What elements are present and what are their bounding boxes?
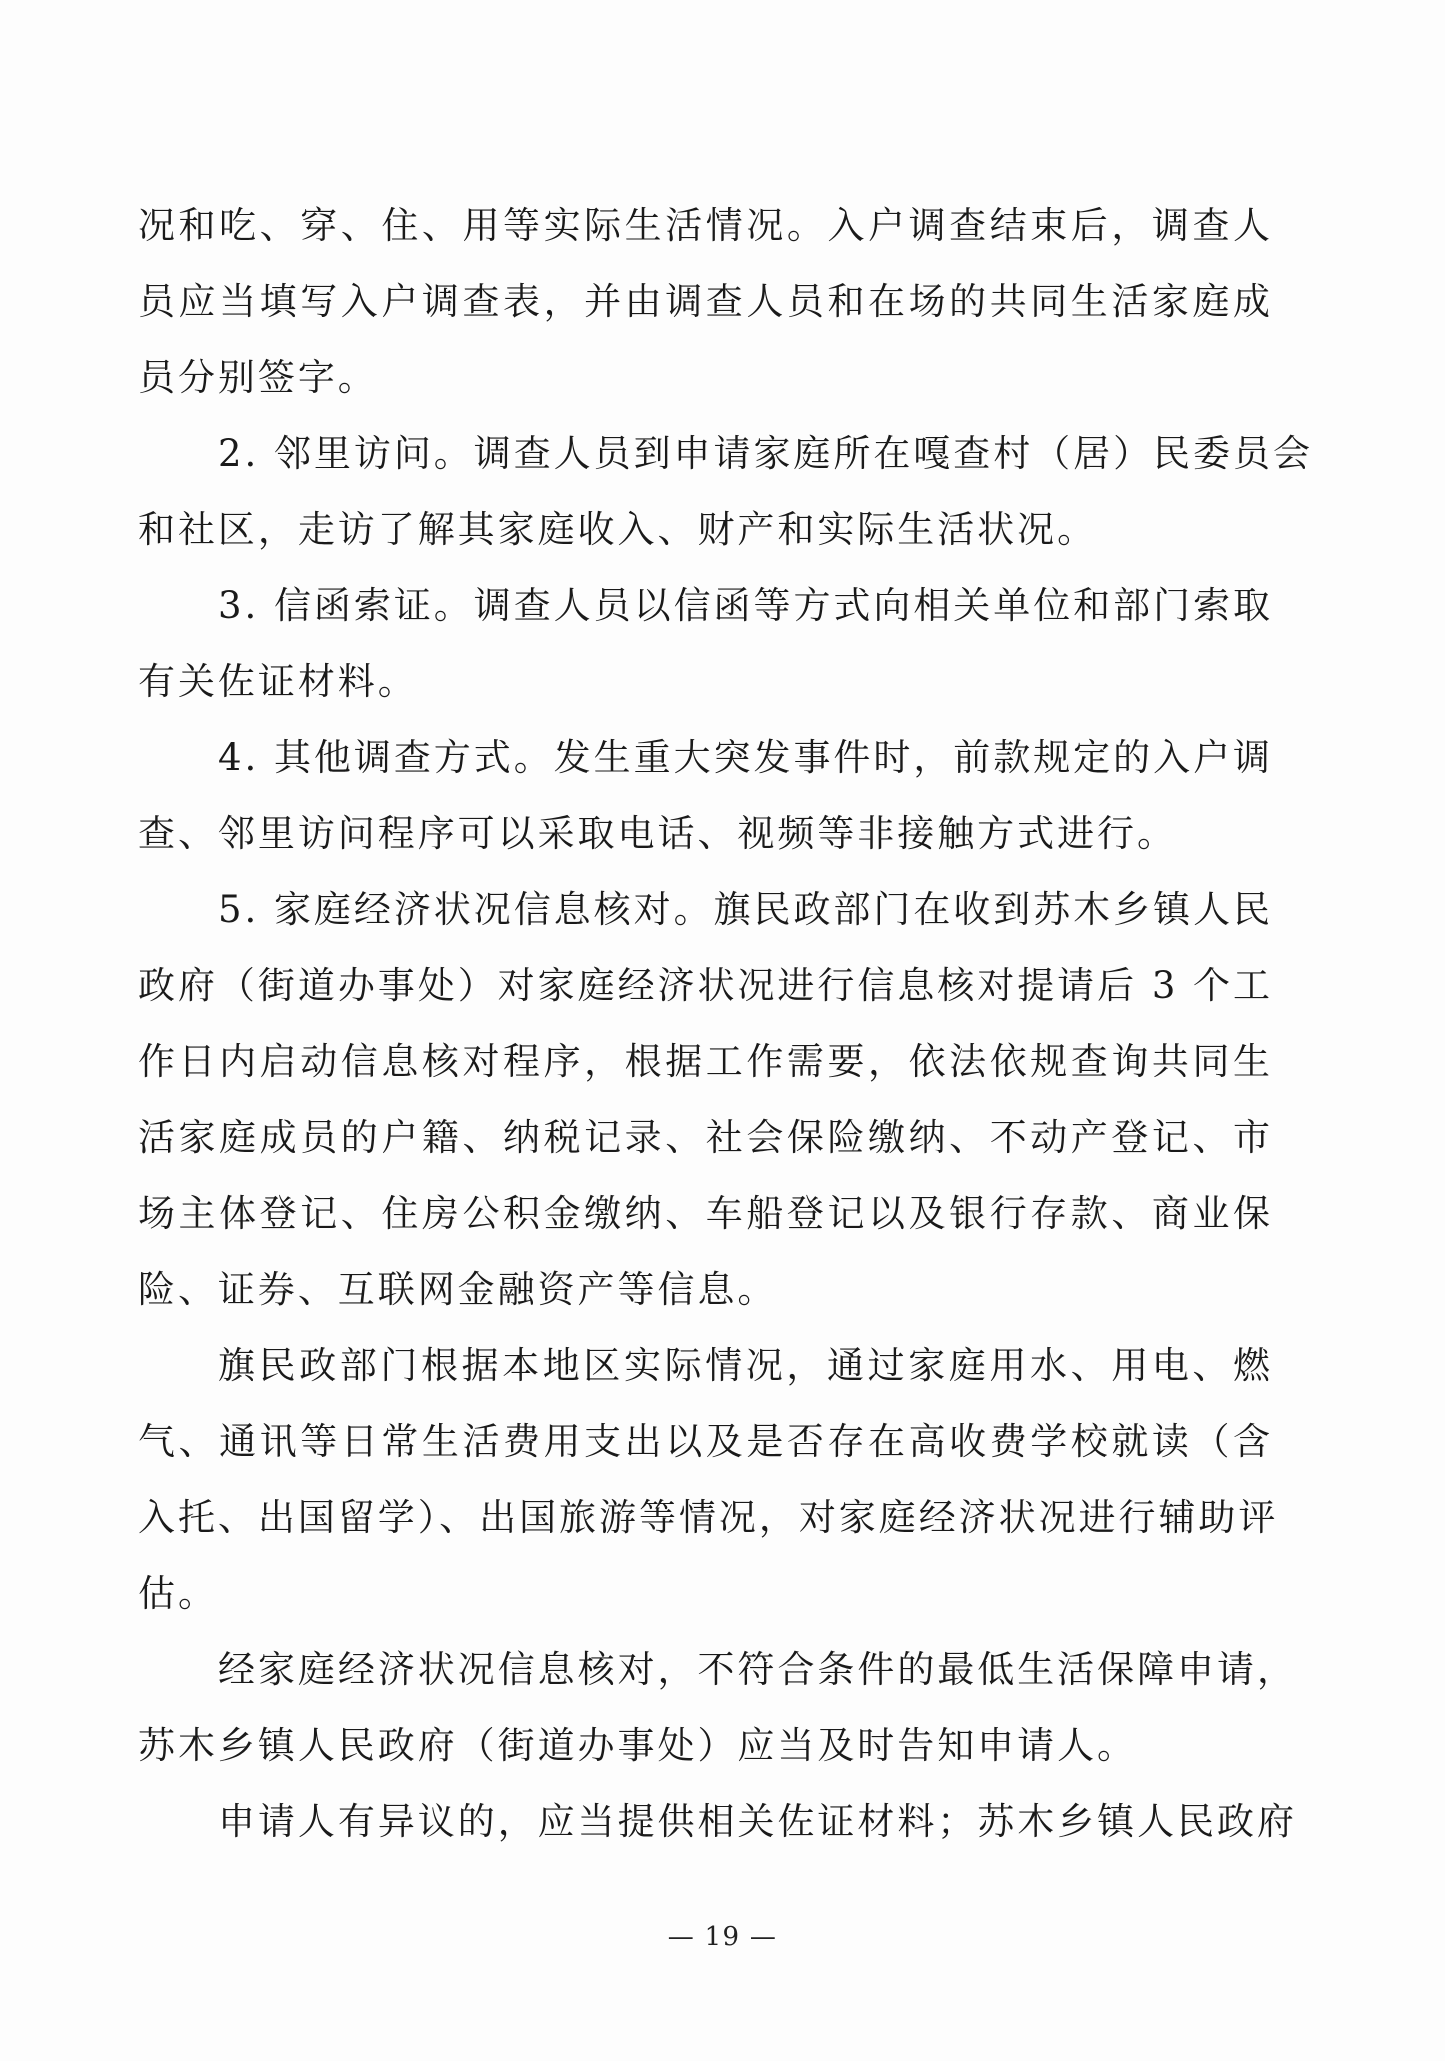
text-line-item-2: 2. 邻里访问。调查人员到申请家庭所在嘎查村（居）民委员会 — [218, 432, 1313, 475]
text-line: 活家庭成员的户籍、纳税记录、社会保险缴纳、不动产登记、市 — [138, 1116, 1273, 1159]
text-line-paragraph: 旗民政部门根据本地区实际情况，通过家庭用水、用电、燃 — [218, 1344, 1273, 1387]
text-line: 苏木乡镇人民政府（街道办事处）应当及时告知申请人。 — [138, 1724, 1137, 1767]
text-line-paragraph: 经家庭经济状况信息核对，不符合条件的最低生活保障申请， — [218, 1648, 1297, 1691]
text-line: 员应当填写入户调查表，并由调查人员和在场的共同生活家庭成 — [138, 280, 1273, 323]
text-line-paragraph: 申请人有异议的，应当提供相关佐证材料；苏木乡镇人民政府 — [218, 1800, 1297, 1843]
text-line: 险、证券、互联网金融资产等信息。 — [138, 1268, 778, 1311]
text-line: 作日内启动信息核对程序，根据工作需要，依法依规查询共同生 — [138, 1040, 1273, 1083]
text-line: 估。 — [138, 1572, 218, 1615]
text-line: 和社区，走访了解其家庭收入、财产和实际生活状况。 — [138, 508, 1098, 551]
text-line: 入托、出国留学）、出国旅游等情况，对家庭经济状况进行辅助评 — [138, 1496, 1279, 1539]
text-line: 查、邻里访问程序可以采取电话、视频等非接触方式进行。 — [138, 812, 1177, 855]
text-line: 员分别签字。 — [138, 356, 378, 399]
text-line: 有关佐证材料。 — [138, 660, 418, 703]
body-text — [138, 188, 1313, 1860]
text-line: 况和吃、穿、住、用等实际生活情况。入户调查结束后，调查人 — [138, 204, 1273, 247]
text-line-item-5: 5. 家庭经济状况信息核对。旗民政部门在收到苏木乡镇人民 — [218, 888, 1273, 931]
text-line: 气、通讯等日常生活费用支出以及是否存在高收费学校就读（含 — [138, 1420, 1273, 1463]
text-line-item-4: 4. 其他调查方式。发生重大突发事件时，前款规定的入户调 — [218, 736, 1273, 779]
page-number: — 19 — — [667, 1922, 778, 1952]
text-line-item-3: 3. 信函索证。调查人员以信函等方式向相关单位和部门索取 — [218, 584, 1273, 627]
text-line: 场主体登记、住房公积金缴纳、车船登记以及银行存款、商业保 — [138, 1192, 1273, 1235]
text-line: 政府（街道办事处）对家庭经济状况进行信息核对提请后 3 个工 — [138, 964, 1273, 1007]
